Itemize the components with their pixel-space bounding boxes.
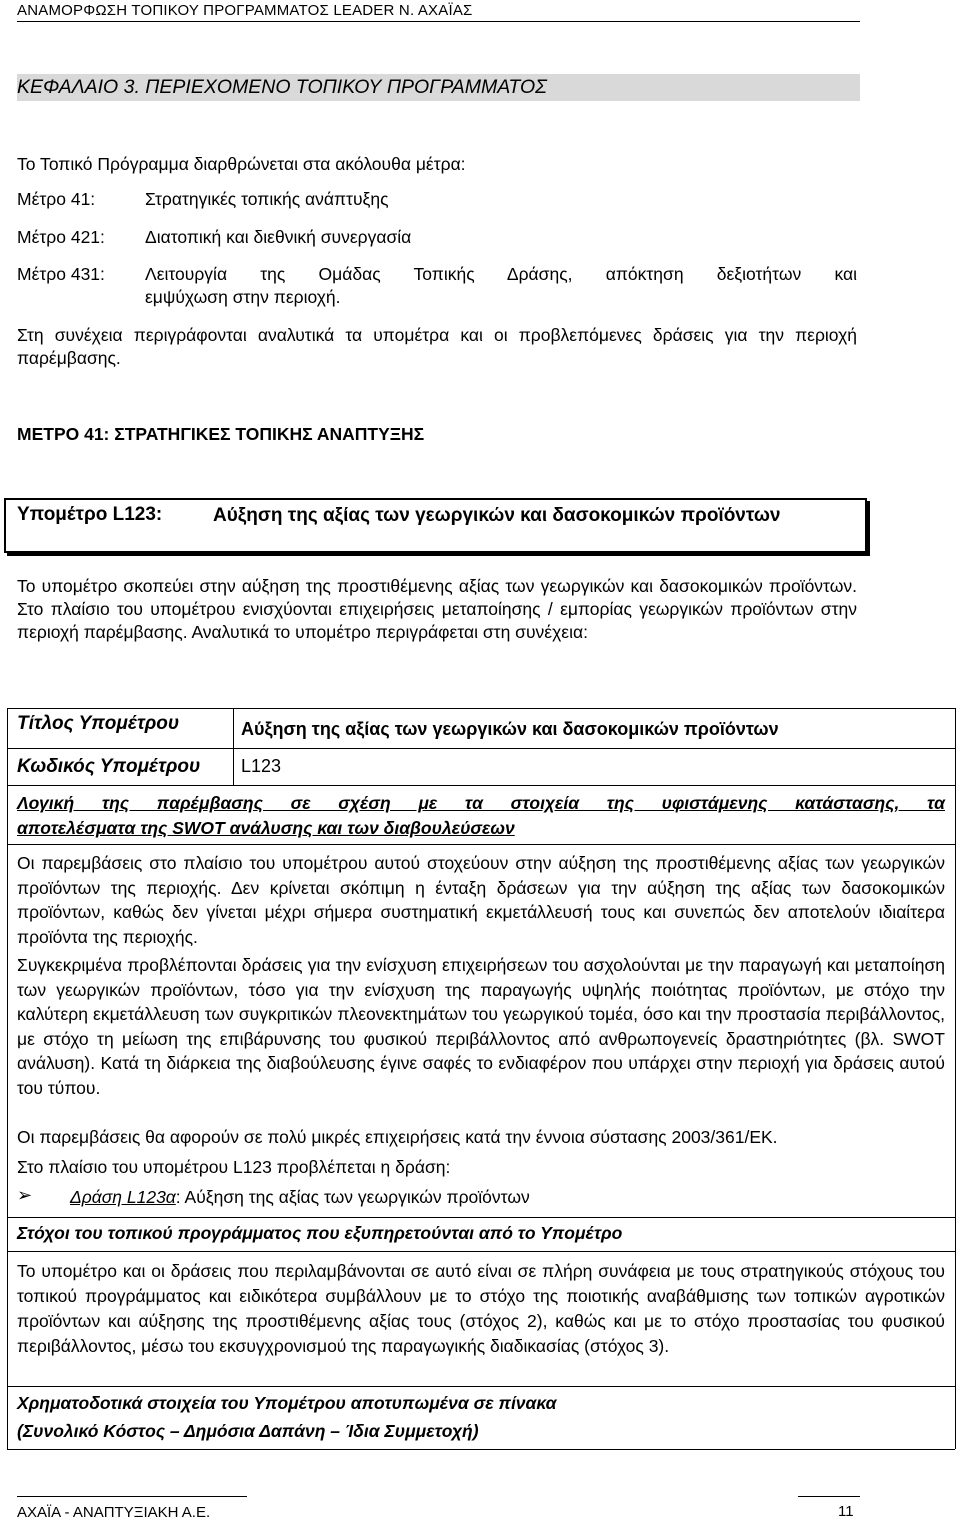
table-top-border (7, 708, 955, 709)
intro-followup: Στη συνέχεια περιγράφονται αναλυτικά τα υπομέτρα και οι προβλεπόμενες δράσεις για την περιοχή παρέμβασης. (17, 325, 857, 368)
finance-heading-cont: (Συνολικό Κόστος – Δημόσια Δαπάνη – Ίδια Συμμετοχή) (17, 1421, 479, 1441)
submeasure-label: Υπομέτρο L123: (17, 504, 163, 525)
table-row-border (7, 1217, 955, 1218)
code-value: L123 (241, 756, 282, 776)
measure-41-title: ΜΕΤΡΟ 41: ΣΤΡΑΤΗΓΙΚΕΣ ΤΟΠΙΚΗΣ ΑΝΑΠΤΥΞΗΣ (17, 424, 425, 444)
logic-para-3: Οι παρεμβάσεις θα αφορούν σε πολύ μικρές επιχειρήσεις κατά την έννοια σύστασης 2003/361/ΕΚ. (17, 1127, 778, 1147)
chapter-heading: ΚΕΦΑΛΑΙΟ 3. ΠΕΡΙΕΧΟΜΕΝΟ ΤΟΠΙΚΟΥ ΠΡΟΓΡΑΜΜΑΤΟΣ (17, 76, 547, 98)
logic-heading-cont: αποτελέσματα της SWOT ανάλυσης και των διαβουλεύσεων (17, 818, 515, 838)
finance-heading: Χρηματοδοτικά στοιχεία του Υπομέτρου αποτυπωμένα σε πίνακα (17, 1393, 557, 1413)
measure-41-label: Μέτρο 41: (17, 189, 96, 209)
logic-heading: Λογική της παρέμβασης σε σχέση με τα στοιχεία της υφιστάμενης κατάστασης, τα (17, 793, 945, 813)
table-row-border (7, 748, 955, 749)
table-col-divider (233, 708, 234, 785)
table-row-border (7, 844, 955, 845)
subtitle-label: Τίτλος Υπομέτρου (17, 713, 180, 734)
table-bottom-border (7, 1449, 955, 1450)
action-label: Δράση L123α (70, 1187, 176, 1207)
table-row-border (7, 1251, 955, 1252)
running-header: ΑΝΑΜΟΡΦΩΣΗ ΤΟΠΙΚΟΥ ΠΡΟΓΡΑΜΜΑΤΟΣ LEADER Ν. ΑΧΑΪΑΣ (17, 2, 473, 19)
footer-company: ΑΧΑΪΑ - ΑΝΑΠΤΥΞΙΑΚΗ Α.Ε. (17, 1504, 211, 1521)
measure-41-desc: Στρατηγικές τοπικής ανάπτυξης (145, 189, 389, 209)
logic-para-1: Οι παρεμβάσεις στο πλαίσιο του υπομέτρου αυτού στοχεύουν στην αύξηση της προστιθέμενης αξίας των γεωργικών προϊόντων της περιοχής. Δεν κρίνεται σκόπιμη η ένταξη δράσεων για την αύξηση της αξίας των δασοκομικών προϊόντων, καθώς δεν γίνεται μέχρι σήμερα συστηματική εκμετάλλευσή τους και συνεπώς δεν αποτελούν ιδιαίτερα προϊόντα της περιοχής. (17, 853, 945, 947)
table-right-border (955, 708, 956, 1449)
table-row-border (7, 785, 955, 786)
measure-421-desc: Διατοπική και διεθνική συνεργασία (145, 227, 412, 247)
table-left-border (7, 708, 8, 1449)
header-rule (17, 21, 860, 22)
measure-431-desc-cont: εμψύχωση στην περιοχή. (145, 287, 341, 307)
code-label: Κωδικός Υπομέτρου (17, 756, 201, 777)
intro-text: Το Τοπικό Πρόγραμμα διαρθρώνεται στα ακόλουθα μέτρα: (17, 154, 466, 174)
submeasure-title: Αύξηση της αξίας των γεωργικών και δασοκομικών προϊόντων (213, 505, 781, 526)
measure-431-desc: Λειτουργία της Ομάδας Τοπικής Δράσης, απόκτηση δεξιοτήτων και (145, 264, 857, 284)
action-item (70, 1187, 530, 1208)
page-number: 11 (838, 1503, 854, 1520)
measure-431-label: Μέτρο 431: (17, 264, 105, 284)
submeasure-description: Το υπομέτρο σκοπεύει στην αύξηση της προστιθέμενης αξίας των γεωργικών και δασοκομικών προϊόντων. Στο πλαίσιο του υπομέτρου ενισχύονται επιχειρήσεις μεταποίησης / εμπορίας γεωργικών προϊόντων στην περιοχή παρέμβασης. Αναλυτικά το υπομέτρο περιγράφεται στη συνέχεια: (17, 576, 857, 642)
table-row-border (7, 1386, 955, 1387)
arrow-bullet-icon: ➢ (17, 1185, 33, 1205)
logic-para-2: Συγκεκριμένα προβλέπονται δράσεις για την ενίσχυση επιχειρήσεων του ασχολούνται με την παραγωγή και μεταποίηση των γεωργικών προϊόντων, τόσο για την ενίσχυση της παραγωγής υψηλής ποιότητας προϊόντων, με στόχο την καλύτερη εκμετάλλευση των συγκριτικών πλεονεκτημάτων του γεωργικού τομέα, όσο και την προστασία περιβάλλοντος, με στόχο τη μείωση της επιβάρυνσης του φυσικού περιβάλλοντος από ανθρωπογενείς δραστηριότητες (βλ. SWOT ανάλυση). Κατά τη διάρκεια της διαβούλευσης έγινε σαφές το ενδιαφέρον που υπάρχει στην περιοχή για δράσεις αυτού του τύπου. (17, 955, 945, 1098)
action-text: : Αύξηση της αξίας των γεωργικών προϊόντων (175, 1187, 530, 1207)
logic-para-4: Στο πλαίσιο του υπομέτρου L123 προβλέπεται η δράση: (17, 1157, 451, 1177)
subtitle-value: Αύξηση της αξίας των γεωργικών και δασοκομικών προϊόντων (241, 719, 779, 739)
goals-text: Το υπομέτρο και οι δράσεις που περιλαμβάνονται σε αυτό είναι σε πλήρη συνάφεια με τους στρατηγικούς στόχους του τοπικού προγράμματος και ειδικότερα συμβάλλουν με το στόχο της ποιοτικής αναβάθμισης των τοπικών αγροτικών προϊόντων και αύξησης της προστιθέμενης αξίας τους (στόχος 2), καθώς και με το στόχο προστασίας του φυσικού περιβάλλοντος, μέσω του εκσυγχρονισμού της παραγωγικής διαδικασίας (στόχος 3). (17, 1261, 945, 1356)
goals-heading: Στόχοι του τοπικού προγράμματος που εξυπηρετούνται από το Υπομέτρο (17, 1223, 623, 1243)
footer-rule-right (798, 1496, 860, 1497)
measure-421-label: Μέτρο 421: (17, 227, 105, 247)
footer-rule-left (17, 1496, 247, 1497)
